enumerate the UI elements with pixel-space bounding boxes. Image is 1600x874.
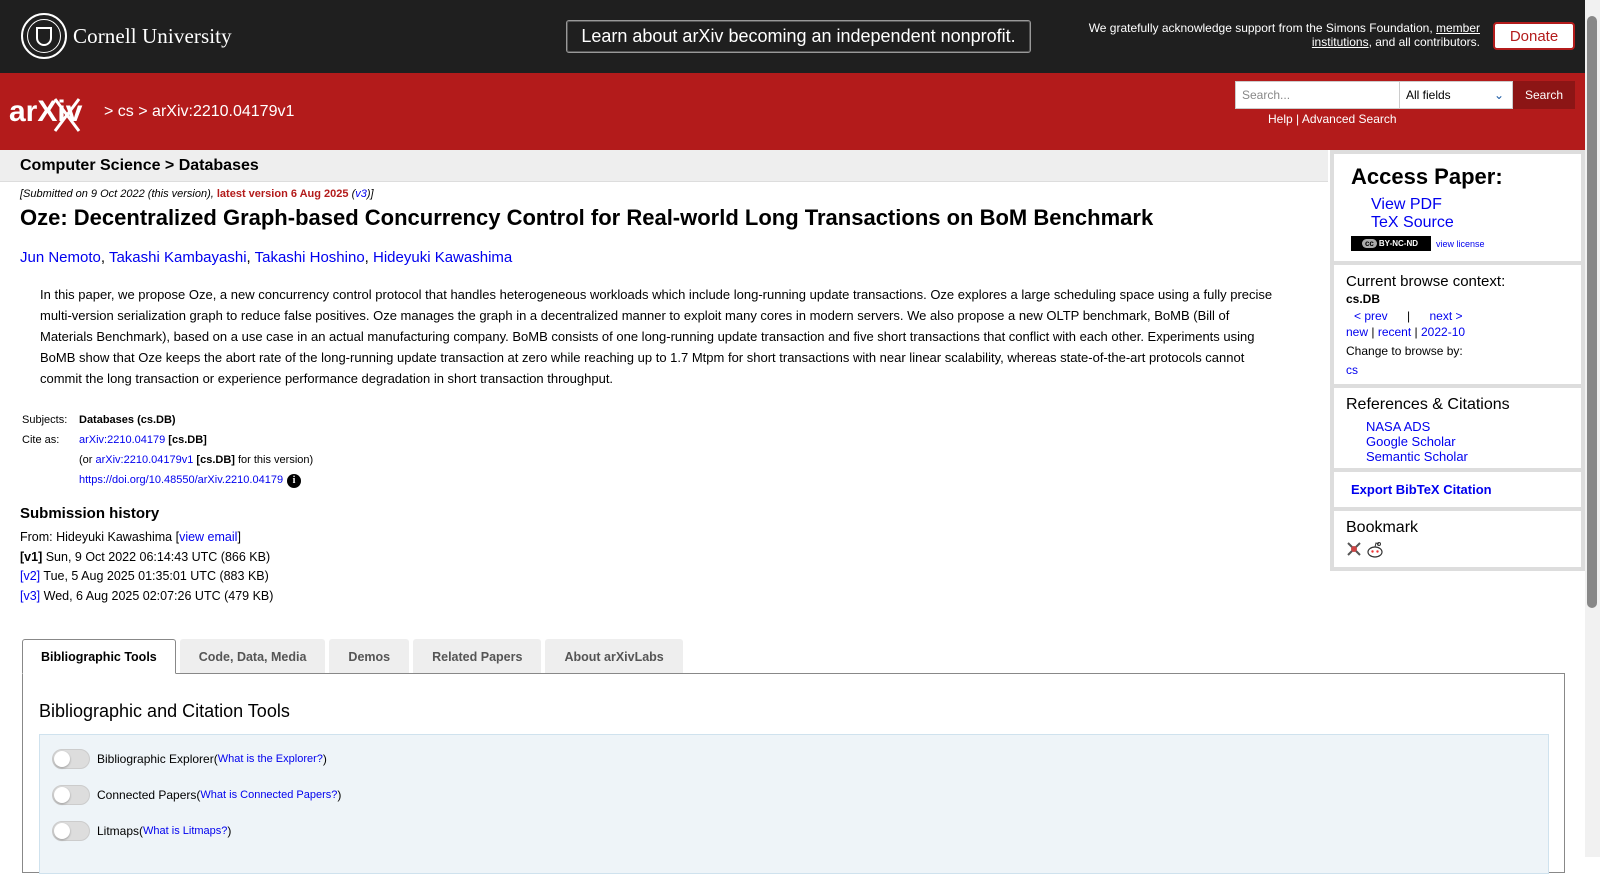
tab-code-data-media[interactable]: Code, Data, Media [180,639,326,673]
latest-version-notice: latest version 6 Aug 2025 [216,188,349,200]
submitter-line [20,528,273,548]
donate-button[interactable]: Donate [1493,22,1575,50]
support-acknowledgement [1060,21,1480,49]
tab-about-arxivlabs[interactable]: About arXivLabs [545,639,682,673]
arxiv-logo-icon [9,93,101,135]
breadcrumb-paper-id: arXiv:2210.04179v1 [152,103,295,120]
member-institutions-link[interactable]: member institutions [1311,21,1480,49]
prev-link[interactable]: < prev [1354,309,1388,323]
litmaps-toggle[interactable] [52,821,90,841]
tool-name: Litmaps [97,824,140,838]
labs-tabs [22,639,687,674]
paren: ) [322,752,327,766]
version-date: Sun, 9 Oct 2022 06:14:43 UTC (866 KB) [42,549,271,564]
search-field-value: All fields [1406,88,1451,102]
tool-help-link[interactable]: What is Connected Papers? [200,789,338,801]
info-icon[interactable]: i [287,474,301,488]
bookmark-title: Bookmark [1346,519,1419,536]
tool-name: Bibliographic Explorer [97,752,214,766]
cornell-seal-icon [21,13,67,59]
browse-context-title: Current browse context: [1346,273,1506,290]
panel-title: Bibliographic and Citation Tools [39,701,290,721]
search-form [1235,81,1575,109]
paren: ) [337,788,342,802]
arxiv-logo-text: arXiv [9,95,83,128]
category-title: Computer Science > Databases [20,157,259,174]
submission-dateline [20,188,374,200]
tool-help-link[interactable]: What is Litmaps? [143,825,228,837]
breadcrumb-separator: > [104,103,114,120]
nav-separator: | [1407,309,1411,323]
search-button[interactable]: Search [1513,81,1575,109]
help-link[interactable]: Help [1268,112,1293,126]
scrollbar-thumb[interactable] [1587,16,1597,608]
bookmark-icons [1346,541,1569,563]
recent-link[interactable]: recent [1377,325,1412,339]
search-input[interactable] [1235,81,1399,109]
export-bibtex-link[interactable]: Export BibTeX Citation [1351,482,1492,497]
tab-bibliographic-tools[interactable]: Bibliographic Tools [22,639,176,674]
cc-license-badge-icon[interactable] [1351,236,1431,251]
abstract: In this paper, we propose Oze, a new concurrency control protocol that handles heterogeneous workloads which include long-running update transactions. Oze explores a large scheduling space using a fully precise multi-version serialization graph to reduce false positives. Oze manages the graph in a decentralized manner to exploit many cores in modern servers. We also propose a new OLTP benchmark, BoMB (Bill of Materials Benchmark), based on a use case in an actual manufacturing company. BoMB consists of one long-running update transaction and five short transactions that conflict with each other. Experiments using BoMB show that Oze keeps the abort rate of the long-running update transaction at zero while reaching up to 1.7 Mtpm for short transactions with near linear scalability, whereas state-of-the-art protocols cannot commit the long transaction or experience performance degradation in short transaction throughput. [40,287,1273,386]
explorer-toggle[interactable] [52,749,90,769]
cite-link[interactable]: arXiv:2210.04179 [79,434,166,446]
paren: ( [139,824,144,838]
bookmark-box [1330,511,1585,571]
help-separator: | [1296,112,1300,126]
version-entry [20,587,273,607]
version-date: Tue, 5 Aug 2025 01:35:01 UTC (883 KB) [40,569,269,583]
breadcrumb-cs[interactable]: cs [117,103,134,120]
license-type: BY-NC-ND [1378,239,1418,248]
cornell-logo[interactable] [21,13,232,59]
view-pdf-link[interactable]: View PDF [1371,196,1442,213]
category-header [0,150,1328,182]
chevron-down-icon: ⌄ [1493,88,1504,102]
nonprofit-banner-link[interactable]: Learn about arXiv becoming an independent nonprofit. [566,20,1031,53]
references-title: References & Citations [1346,396,1510,413]
view-license-link[interactable]: view license [1436,238,1485,249]
breadcrumb [104,103,294,121]
tab-demos[interactable]: Demos [329,639,409,673]
connected-papers-toggle[interactable] [52,785,90,805]
tab-related-papers[interactable]: Related Papers [413,639,541,673]
breadcrumb-separator: > [138,103,148,120]
submitter-text: From: Hideyuki Kawashima [ [20,530,180,544]
cite-as-label: Cite as: [22,434,60,446]
access-paper-box [1330,150,1585,265]
browse-context-value: cs.DB [1346,292,1381,306]
submission-history [20,528,273,606]
google-scholar-link[interactable]: Google Scholar [1366,434,1456,449]
support-text-end: , and all contributors. [1368,35,1480,49]
new-link[interactable]: new [1346,325,1369,339]
author-link[interactable]: Hideyuki Kawashima [373,249,513,266]
version-link[interactable]: [v3] [20,588,41,603]
version-entry [20,567,273,587]
references-box [1330,388,1585,472]
nasa-ads-link[interactable]: NASA ADS [1366,419,1431,434]
cite-version-category: [cs.DB] [193,454,235,466]
nav-separator: | [1414,325,1418,339]
cornell-name: Cornell University [73,23,232,48]
view-email-link[interactable]: view email [179,530,238,544]
page-scrollbar[interactable] [1585,0,1600,857]
access-paper-title: Access Paper: [1351,164,1503,189]
export-box [1330,472,1585,511]
doi-link[interactable]: https://doi.org/10.48550/arXiv.2210.04179 [79,474,284,486]
author-separator: , [246,249,255,266]
browse-context-box [1330,265,1585,388]
license [1351,236,1569,251]
version-link[interactable]: [v2] [20,569,41,583]
semantic-scholar-link[interactable]: Semantic Scholar [1366,449,1468,464]
dateline-paren: ( [348,188,356,200]
browse-cs-link[interactable]: cs [1346,363,1358,377]
change-browse-label: Change to browse by: [1346,344,1463,358]
author-link[interactable]: Takashi Hoshino [254,249,365,266]
extra-services-sidebar [1330,150,1585,571]
subjects-label: Subjects: [22,414,68,426]
tool-row-explorer [52,749,327,769]
cc-mark: cc [1362,239,1377,248]
prev-next-nav [1346,309,1569,323]
version-entry [20,548,273,568]
paren: ( [213,752,218,766]
version-date: Wed, 6 Aug 2025 02:07:26 UTC (479 KB) [40,588,274,603]
bibsonomy-icon[interactable] [1346,541,1362,557]
submitter-bracket: ] [237,530,241,544]
paren: ) [227,824,232,838]
advanced-search-link[interactable]: Advanced Search [1301,112,1397,126]
submitted-text: [Submitted on 9 Oct 2022 (this version), [20,188,217,200]
subjects-value: Databases (cs.DB) [79,414,176,426]
author-list [20,249,512,266]
submission-history-title: Submission history [20,505,160,522]
author-separator: , [100,249,109,266]
version-label: [v1] [20,549,43,564]
month-link[interactable]: 2022-10 [1421,325,1466,339]
author-link[interactable]: Jun Nemoto [20,249,101,266]
references-links [1346,419,1569,464]
latest-version-link[interactable]: v3 [355,188,367,200]
tool-row-connected-papers [52,785,341,805]
cite-version-suffix: for this version) [234,454,314,466]
tab-panel [22,673,1565,873]
cite-category: [cs.DB] [165,434,207,446]
nav-separator: | [1371,325,1375,339]
tex-source-link[interactable]: TeX Source [1371,214,1454,231]
next-link[interactable]: next > [1429,309,1463,323]
cite-version-link[interactable]: arXiv:2210.04179v1 [95,454,194,466]
tools-box [39,734,1549,874]
reddit-icon[interactable] [1366,541,1382,557]
paren: ( [196,788,201,802]
arxiv-header [0,73,1585,150]
tool-row-litmaps [52,821,231,841]
search-field-select[interactable] [1399,81,1513,109]
dateline-paren: )] [366,188,374,200]
support-text: We gratefully acknowledge support from the Simons Foundation, [1088,21,1436,35]
author-link[interactable]: Takashi Kambayashi [108,249,247,266]
author-separator: , [364,249,374,266]
help-links [1268,112,1397,126]
metadata-table [20,414,315,494]
arxiv-logo[interactable] [9,93,101,138]
tool-name: Connected Papers [97,788,197,802]
cite-or-text: (or [79,454,96,466]
tool-help-link[interactable]: What is the Explorer? [217,753,323,765]
top-banner [0,0,1585,73]
listing-links [1346,323,1569,342]
paper-title: Oze: Decentralized Graph-based Concurrency Control for Real-world Long Transactions on BoM Benchmark [20,205,1154,230]
